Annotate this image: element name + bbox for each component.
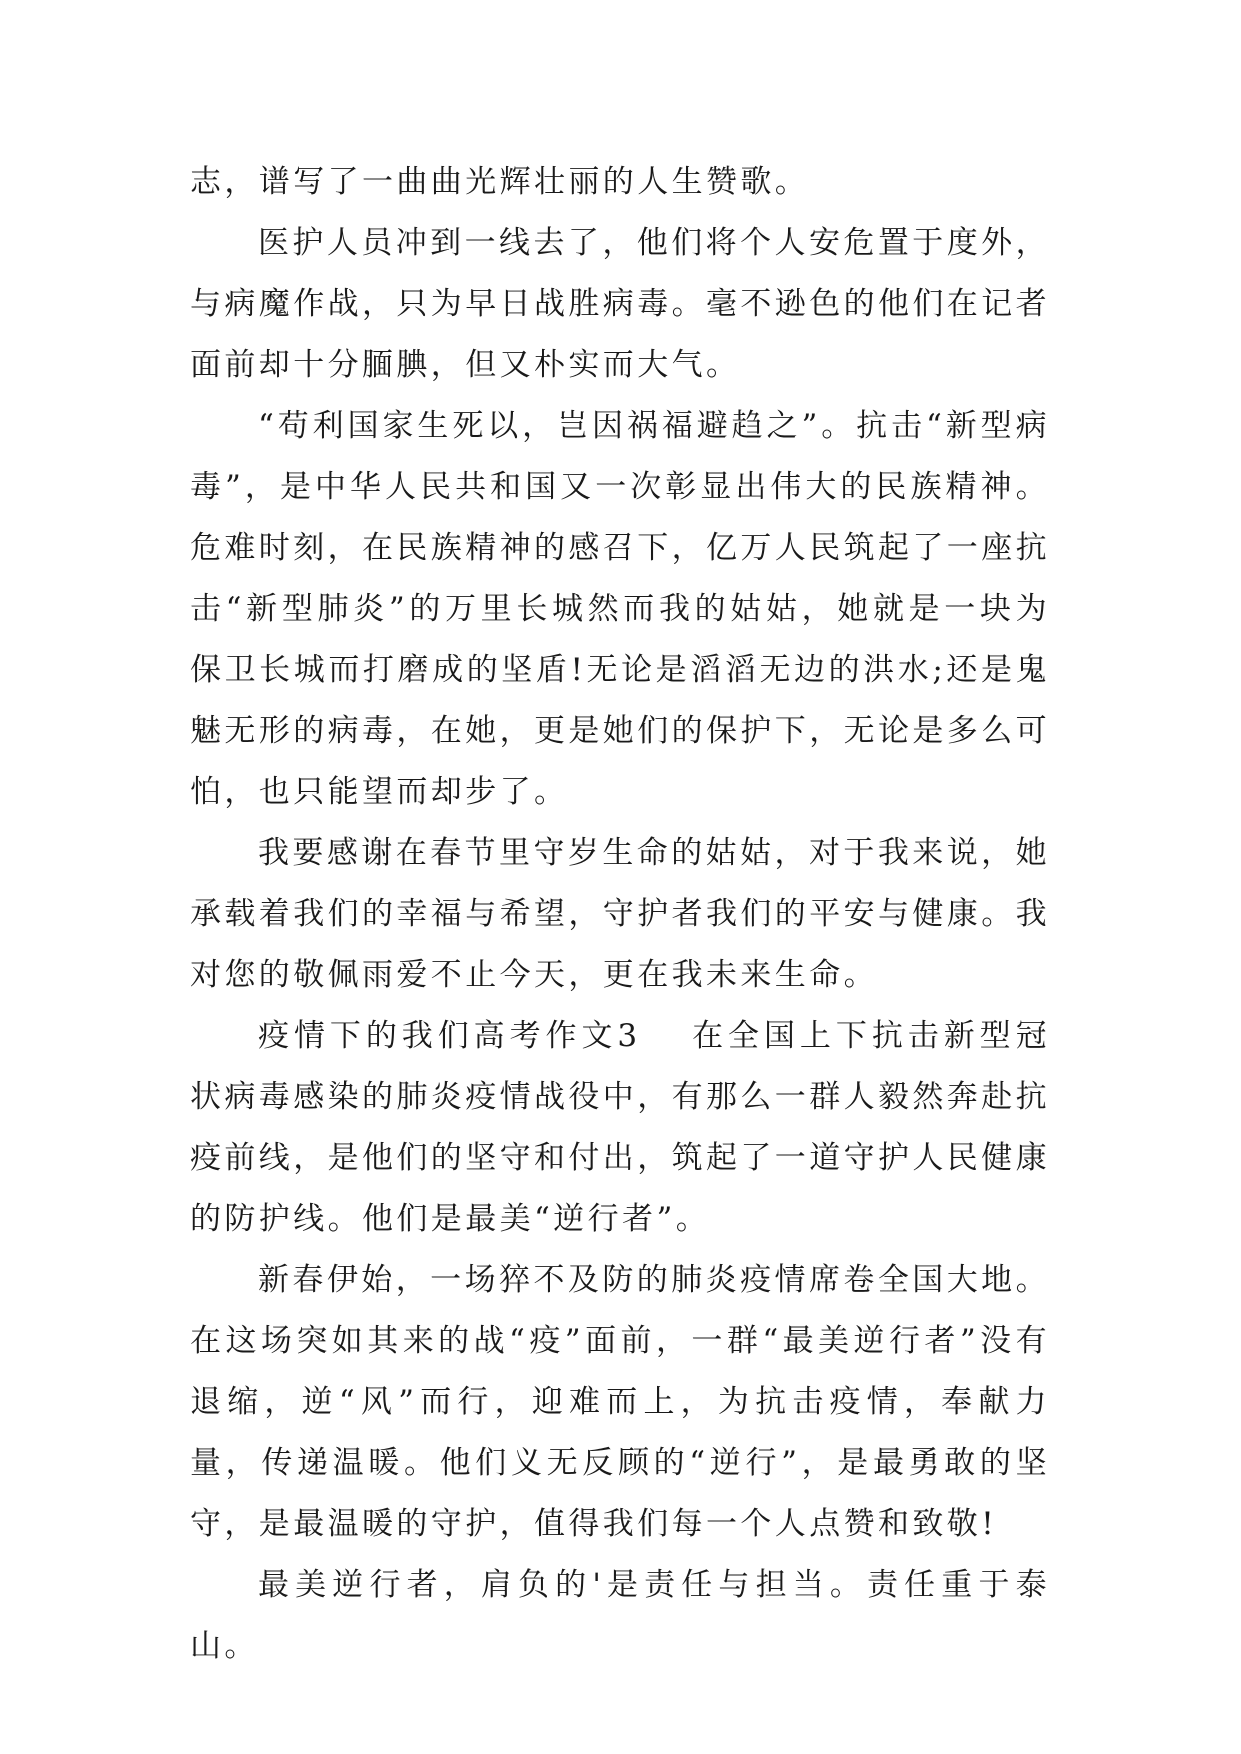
paragraph-responsibility: 最美逆行者，肩负的'是责任与担当。责任重于泰山。: [190, 1567, 1050, 1664]
paragraph-new-spring: 新春伊始，一场猝不及防的肺炎疫情席卷全国大地。在这场突如其来的战“疫”面前，一群“最美逆行者”没有退缩，逆“风”而行，迎难而上，为抗击疫情，奉献力量，传递温暖。他们义无反顾的“逆行”，是最勇敢的坚守，是最温暖的守护，值得我们每一个人点赞和致敬!: [190, 1262, 1050, 1542]
essay-opening: 在全国上下抗击新型冠状病毒感染的肺炎疫情战役中，有那么一群人毅然奔赴抗疫前线，是他们的坚守和付出，筑起了一道守护人民健康的防护线。他们是最美“逆行者”。: [190, 1018, 1050, 1237]
paragraph-national-spirit: “苟利国家生死以，岂因祸福避趋之”。抗击“新型病毒”，是中华人民共和国又一次彰显出伟大的民族精神。危难时刻，在民族精神的感召下，亿万人民筑起了一座抗击“新型肺炎”的万里长城然而我的姑姑，她就是一块为保卫长城而打磨成的坚盾!无论是滔滔无边的洪水;还是鬼魅无形的病毒，在她，更是她们的保护下，无论是多么可怕，也只能望而却步了。: [190, 408, 1050, 810]
paragraph-medical-staff: 医护人员冲到一线去了，他们将个人安危置于度外，与病魔作战，只为早日战胜病毒。毫不逊色的他们在记者面前却十分腼腆，但又朴实而大气。: [190, 225, 1050, 383]
document-body: [190, 152, 1050, 1677]
paragraph-essay-3: [190, 1006, 1050, 1250]
paragraph-continuation: 志，谱写了一曲曲光辉壮丽的人生赞歌。: [190, 164, 810, 200]
paragraph-gratitude: 我要感谢在春节里守岁生命的姑姑，对于我来说，她承载着我们的幸福与希望，守护者我们的平安与健康。我对您的敬佩雨爱不止今天，更在我未来生命。: [190, 835, 1050, 993]
essay-title: 疫情下的我们高考作文3: [258, 1018, 641, 1054]
